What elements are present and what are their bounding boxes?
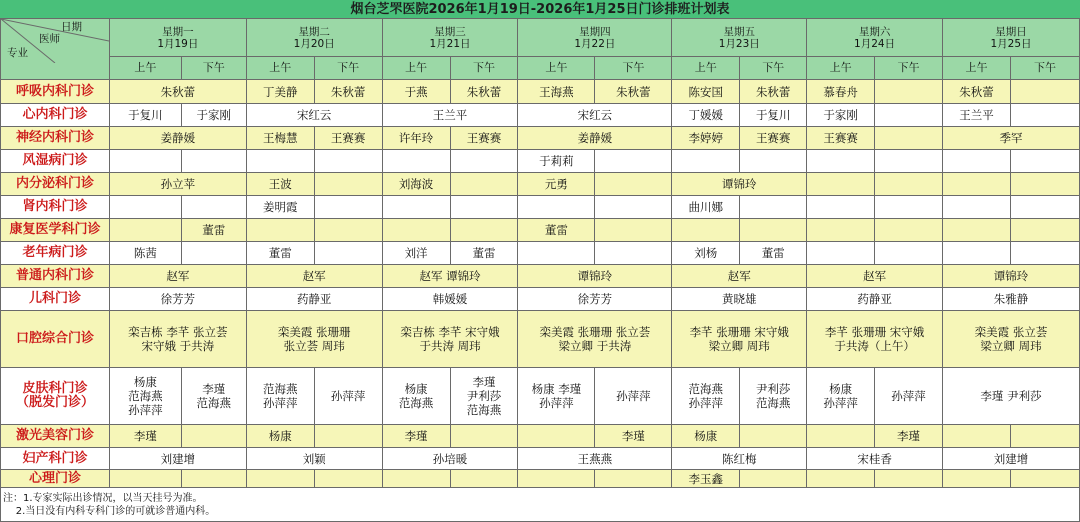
doctor-cell <box>314 470 382 488</box>
department-name: 普通内科门诊 <box>1 265 110 288</box>
doctor-cell <box>450 173 518 196</box>
weekday-label: 星期五 <box>723 25 755 38</box>
doctor-cell: 孙培暖 <box>382 448 518 470</box>
doctor-cell: 药静亚 <box>807 288 943 311</box>
department-name: 心内科门诊 <box>1 104 110 127</box>
doctor-cell: 王赛赛 <box>314 127 382 150</box>
schedule-row <box>1 288 1080 311</box>
doctor-cell <box>595 150 672 173</box>
doctor-cell: 李玉鑫 <box>672 470 740 488</box>
doctor-cell: 谭锦玲 <box>518 265 672 288</box>
doctor-cell <box>875 242 943 265</box>
pm-header: 下午 <box>314 57 382 80</box>
doctor-cell <box>181 150 246 173</box>
doctor-cell <box>875 470 943 488</box>
pm-header: 下午 <box>181 57 246 80</box>
doctor-cell <box>740 196 807 219</box>
doctor-cell: 孙立苹 <box>109 173 246 196</box>
department-name: 神经内科门诊 <box>1 127 110 150</box>
department-name: 皮肤科门诊 （脱发门诊） <box>1 368 110 425</box>
department-name: 激光美容门诊 <box>1 425 110 448</box>
doctor-cell: 董雷 <box>518 219 595 242</box>
schedule-row <box>1 265 1080 288</box>
doctor-cell <box>518 470 595 488</box>
date-label: 1月24日 <box>854 37 896 50</box>
doctor-cell <box>314 425 382 448</box>
notes-cell <box>1 488 1080 522</box>
doctor-cell <box>875 127 943 150</box>
doctor-cell: 徐芳芳 <box>109 288 246 311</box>
note-line: 2.当日没有内科专科门诊的可就诊普通内科。 <box>3 506 216 517</box>
doctor-cell: 姜静媛 <box>518 127 672 150</box>
doctor-cell <box>595 196 672 219</box>
doctor-cell <box>943 425 1011 448</box>
schedule-row <box>1 448 1080 470</box>
pm-header: 下午 <box>875 57 943 80</box>
doctor-cell <box>1010 196 1079 219</box>
doctor-cell <box>450 470 518 488</box>
doctor-cell: 刘颖 <box>246 448 382 470</box>
doctor-cell <box>807 196 875 219</box>
doctor-cell: 陈红梅 <box>672 448 807 470</box>
doctor-cell <box>314 173 382 196</box>
doctor-cell: 李婷婷 <box>672 127 740 150</box>
doctor-cell: 朱秋蕾 <box>450 80 518 104</box>
doctor-cell <box>382 196 450 219</box>
doctor-cell <box>450 219 518 242</box>
doctor-cell <box>807 470 875 488</box>
doctor-cell <box>740 219 807 242</box>
doctor-cell: 李瑾 <box>875 425 943 448</box>
doctor-cell: 董雷 <box>740 242 807 265</box>
header-corner <box>1 19 110 80</box>
doctor-cell: 董雷 <box>450 242 518 265</box>
doctor-cell <box>181 196 246 219</box>
doctor-cell: 范海燕 孙萍萍 <box>672 368 740 425</box>
day-header <box>109 19 246 57</box>
doctor-cell <box>807 219 875 242</box>
doctor-cell: 季罕 <box>943 127 1080 150</box>
doctor-cell <box>807 150 875 173</box>
doctor-cell: 杨康 <box>672 425 740 448</box>
doctor-cell <box>595 219 672 242</box>
doctor-cell <box>314 150 382 173</box>
doctor-cell <box>672 219 740 242</box>
doctor-cell <box>740 470 807 488</box>
date-label: 1月19日 <box>157 37 199 50</box>
department-name: 儿科门诊 <box>1 288 110 311</box>
doctor-cell: 于复川 <box>740 104 807 127</box>
department-name: 心理门诊 <box>1 470 110 488</box>
department-name: 肾内科门诊 <box>1 196 110 219</box>
doctor-cell <box>181 242 246 265</box>
doctor-cell: 于家刚 <box>807 104 875 127</box>
doctor-cell: 杨康 李瑾 孙萍萍 <box>518 368 595 425</box>
doctor-cell: 王海燕 <box>518 80 595 104</box>
doctor-cell: 刘建增 <box>943 448 1080 470</box>
doctor-cell: 宋桂香 <box>807 448 943 470</box>
doctor-cell <box>314 242 382 265</box>
doctor-cell <box>740 425 807 448</box>
doctor-cell: 于复川 <box>109 104 181 127</box>
weekday-label: 星期一 <box>162 25 194 38</box>
doctor-cell <box>943 242 1011 265</box>
doctor-cell: 王兰平 <box>382 104 518 127</box>
weekday-label: 星期三 <box>434 25 466 38</box>
doctor-cell <box>1010 80 1079 104</box>
am-header: 上午 <box>807 57 875 80</box>
schedule-row <box>1 368 1080 425</box>
doctor-cell: 谭锦玲 <box>672 173 807 196</box>
doctor-cell: 朱秋蕾 <box>109 80 246 104</box>
schedule-row <box>1 127 1080 150</box>
day-header <box>246 19 382 57</box>
doctor-cell <box>109 470 181 488</box>
doctor-cell <box>875 150 943 173</box>
title-row <box>1 1 1080 19</box>
doctor-cell: 李瑾 尹利莎 <box>943 368 1080 425</box>
doctor-cell: 李瑾 <box>595 425 672 448</box>
doctor-cell <box>740 150 807 173</box>
doctor-cell: 徐芳芳 <box>518 288 672 311</box>
doctor-cell <box>943 150 1011 173</box>
doctor-cell: 孙萍萍 <box>314 368 382 425</box>
doctor-cell: 姜静媛 <box>109 127 246 150</box>
doctor-cell: 赵军 <box>109 265 246 288</box>
doctor-cell: 朱秋蕾 <box>740 80 807 104</box>
corner-doctor-label: 医师 <box>39 33 60 45</box>
doctor-cell: 栾吉栋 李芊 张立荟 宋守娥 于共涛 <box>109 311 246 368</box>
day-header <box>807 19 943 57</box>
doctor-cell <box>109 150 181 173</box>
weekday-label: 星期六 <box>858 25 891 38</box>
doctor-cell: 杨康 <box>246 425 314 448</box>
department-name: 妇产科门诊 <box>1 448 110 470</box>
doctor-cell: 陈安国 <box>672 80 740 104</box>
day-header-row <box>1 19 1080 57</box>
doctor-cell: 于家刚 <box>181 104 246 127</box>
doctor-cell: 栾吉栋 李芊 宋守娥 于共涛 周玮 <box>382 311 518 368</box>
doctor-cell: 李瑾 尹利莎 范海燕 <box>450 368 518 425</box>
doctor-cell <box>181 425 246 448</box>
doctor-cell <box>875 80 943 104</box>
doctor-cell <box>875 219 943 242</box>
schedule-row <box>1 150 1080 173</box>
doctor-cell <box>807 242 875 265</box>
doctor-cell <box>382 470 450 488</box>
doctor-cell: 刘洋 <box>382 242 450 265</box>
weekday-label: 星期二 <box>298 25 330 38</box>
doctor-cell <box>1010 219 1079 242</box>
doctor-cell <box>314 219 382 242</box>
schedule-row <box>1 242 1080 265</box>
doctor-cell: 丁美静 <box>246 80 314 104</box>
day-header <box>943 19 1080 57</box>
doctor-cell: 董雷 <box>246 242 314 265</box>
department-name: 口腔综合门诊 <box>1 311 110 368</box>
doctor-cell <box>595 470 672 488</box>
schedule-row <box>1 80 1080 104</box>
doctor-cell: 李芊 张珊珊 宋守娥 梁立卿 周玮 <box>672 311 807 368</box>
doctor-cell <box>807 425 875 448</box>
date-label: 1月21日 <box>429 37 471 50</box>
doctor-cell: 李瑾 <box>382 425 450 448</box>
doctor-cell: 朱雅静 <box>943 288 1080 311</box>
doctor-cell <box>518 196 595 219</box>
doctor-cell: 赵军 <box>807 265 943 288</box>
doctor-cell: 于莉莉 <box>518 150 595 173</box>
doctor-cell: 姜明霞 <box>246 196 314 219</box>
am-header: 上午 <box>518 57 595 80</box>
doctor-cell <box>314 196 382 219</box>
doctor-cell <box>672 150 740 173</box>
doctor-cell <box>109 196 181 219</box>
doctor-cell <box>875 173 943 196</box>
day-header <box>382 19 518 57</box>
doctor-cell: 栾美霞 张立荟 梁立卿 周玮 <box>943 311 1080 368</box>
department-name: 呼吸内科门诊 <box>1 80 110 104</box>
doctor-cell <box>109 219 181 242</box>
am-header: 上午 <box>246 57 314 80</box>
date-label: 1月20日 <box>293 37 335 50</box>
doctor-cell: 韩媛媛 <box>382 288 518 311</box>
sheet-title: 烟台芝罘医院2026年1月19日-2026年1月25日门诊排班计划表 <box>1 1 1080 19</box>
doctor-cell: 王赛赛 <box>740 127 807 150</box>
department-name: 内分泌科门诊 <box>1 173 110 196</box>
schedule-row <box>1 470 1080 488</box>
am-header: 上午 <box>943 57 1011 80</box>
doctor-cell: 丁媛媛 <box>672 104 740 127</box>
doctor-cell: 赵军 谭锦玲 <box>382 265 518 288</box>
doctor-cell: 孙萍萍 <box>875 368 943 425</box>
doctor-cell: 药静亚 <box>246 288 382 311</box>
day-header <box>518 19 672 57</box>
doctor-cell: 王梅慧 <box>246 127 314 150</box>
doctor-cell: 董雷 <box>181 219 246 242</box>
schedule-row <box>1 311 1080 368</box>
doctor-cell: 杨康 范海燕 <box>382 368 450 425</box>
notes-row <box>1 488 1080 522</box>
doctor-cell: 王兰平 <box>943 104 1011 127</box>
schedule-row <box>1 173 1080 196</box>
doctor-cell <box>382 150 450 173</box>
doctor-cell: 刘建增 <box>109 448 246 470</box>
doctor-cell <box>595 242 672 265</box>
doctor-cell: 陈茜 <box>109 242 181 265</box>
doctor-cell: 尹利莎 范海燕 <box>740 368 807 425</box>
doctor-cell <box>807 173 875 196</box>
doctor-cell <box>875 104 943 127</box>
schedule-row <box>1 104 1080 127</box>
doctor-cell: 王燕燕 <box>518 448 672 470</box>
doctor-cell <box>1010 173 1079 196</box>
doctor-cell: 赵军 <box>246 265 382 288</box>
doctor-cell: 朱秋蕾 <box>595 80 672 104</box>
pm-header: 下午 <box>1010 57 1079 80</box>
doctor-cell: 栾美霞 张珊珊 张立荟 梁立卿 于共涛 <box>518 311 672 368</box>
doctor-cell: 宋红云 <box>518 104 672 127</box>
pm-header: 下午 <box>450 57 518 80</box>
doctor-cell <box>518 425 595 448</box>
doctor-cell: 栾美霞 张珊珊 张立荟 周玮 <box>246 311 382 368</box>
corner-date-label: 日期 <box>61 21 82 33</box>
doctor-cell <box>246 150 314 173</box>
doctor-cell <box>1010 242 1079 265</box>
department-name: 康复医学科门诊 <box>1 219 110 242</box>
department-name: 风湿病门诊 <box>1 150 110 173</box>
doctor-cell: 谭锦玲 <box>943 265 1080 288</box>
department-name: 老年病门诊 <box>1 242 110 265</box>
doctor-cell <box>1010 104 1079 127</box>
schedule-row <box>1 425 1080 448</box>
doctor-cell <box>450 150 518 173</box>
doctor-cell <box>943 173 1011 196</box>
note-line: 注：1.专家实际出诊情况，以当天挂号为准。 <box>3 493 203 504</box>
doctor-cell: 李瑾 范海燕 <box>181 368 246 425</box>
doctor-cell: 王波 <box>246 173 314 196</box>
doctor-cell <box>943 219 1011 242</box>
doctor-cell: 宋红云 <box>246 104 382 127</box>
doctor-cell <box>595 173 672 196</box>
doctor-cell: 王赛赛 <box>450 127 518 150</box>
pm-header: 下午 <box>595 57 672 80</box>
date-label: 1月23日 <box>718 37 760 50</box>
doctor-cell: 李瑾 <box>109 425 181 448</box>
doctor-cell: 朱秋蕾 <box>314 80 382 104</box>
am-header: 上午 <box>672 57 740 80</box>
corner-specialty-label: 专业 <box>7 47 28 59</box>
am-pm-header-row <box>1 57 1080 80</box>
doctor-cell <box>246 470 314 488</box>
doctor-cell <box>1010 470 1079 488</box>
doctor-cell <box>450 196 518 219</box>
doctor-cell: 许年玲 <box>382 127 450 150</box>
doctor-cell <box>1010 150 1079 173</box>
am-header: 上午 <box>382 57 450 80</box>
doctor-cell <box>246 219 314 242</box>
day-header <box>672 19 807 57</box>
doctor-cell <box>382 219 450 242</box>
doctor-cell <box>943 196 1011 219</box>
doctor-cell: 于燕 <box>382 80 450 104</box>
am-header: 上午 <box>109 57 181 80</box>
doctor-cell: 赵军 <box>672 265 807 288</box>
doctor-cell: 范海燕 孙萍萍 <box>246 368 314 425</box>
doctor-cell: 慕春舟 <box>807 80 875 104</box>
doctor-cell <box>875 196 943 219</box>
schedule-row <box>1 219 1080 242</box>
doctor-cell <box>1010 425 1079 448</box>
doctor-cell: 杨康 范海燕 孙萍萍 <box>109 368 181 425</box>
doctor-cell: 杨康 孙萍萍 <box>807 368 875 425</box>
date-label: 1月25日 <box>990 37 1032 50</box>
weekday-label: 星期四 <box>579 25 611 38</box>
doctor-cell: 刘海波 <box>382 173 450 196</box>
doctor-cell <box>181 470 246 488</box>
doctor-cell: 刘杨 <box>672 242 740 265</box>
doctor-cell: 元勇 <box>518 173 595 196</box>
doctor-cell <box>450 425 518 448</box>
doctor-cell: 孙萍萍 <box>595 368 672 425</box>
doctor-cell <box>943 470 1011 488</box>
date-label: 1月22日 <box>574 37 616 50</box>
doctor-cell: 王赛赛 <box>807 127 875 150</box>
doctor-cell: 曲川娜 <box>672 196 740 219</box>
doctor-cell: 李芊 张珊珊 宋守娥 于共涛（上午） <box>807 311 943 368</box>
doctor-cell <box>518 242 595 265</box>
doctor-cell: 黄晓雄 <box>672 288 807 311</box>
doctor-cell: 朱秋蕾 <box>943 80 1011 104</box>
schedule-row <box>1 196 1080 219</box>
pm-header: 下午 <box>740 57 807 80</box>
weekday-label: 星期日 <box>995 25 1027 38</box>
